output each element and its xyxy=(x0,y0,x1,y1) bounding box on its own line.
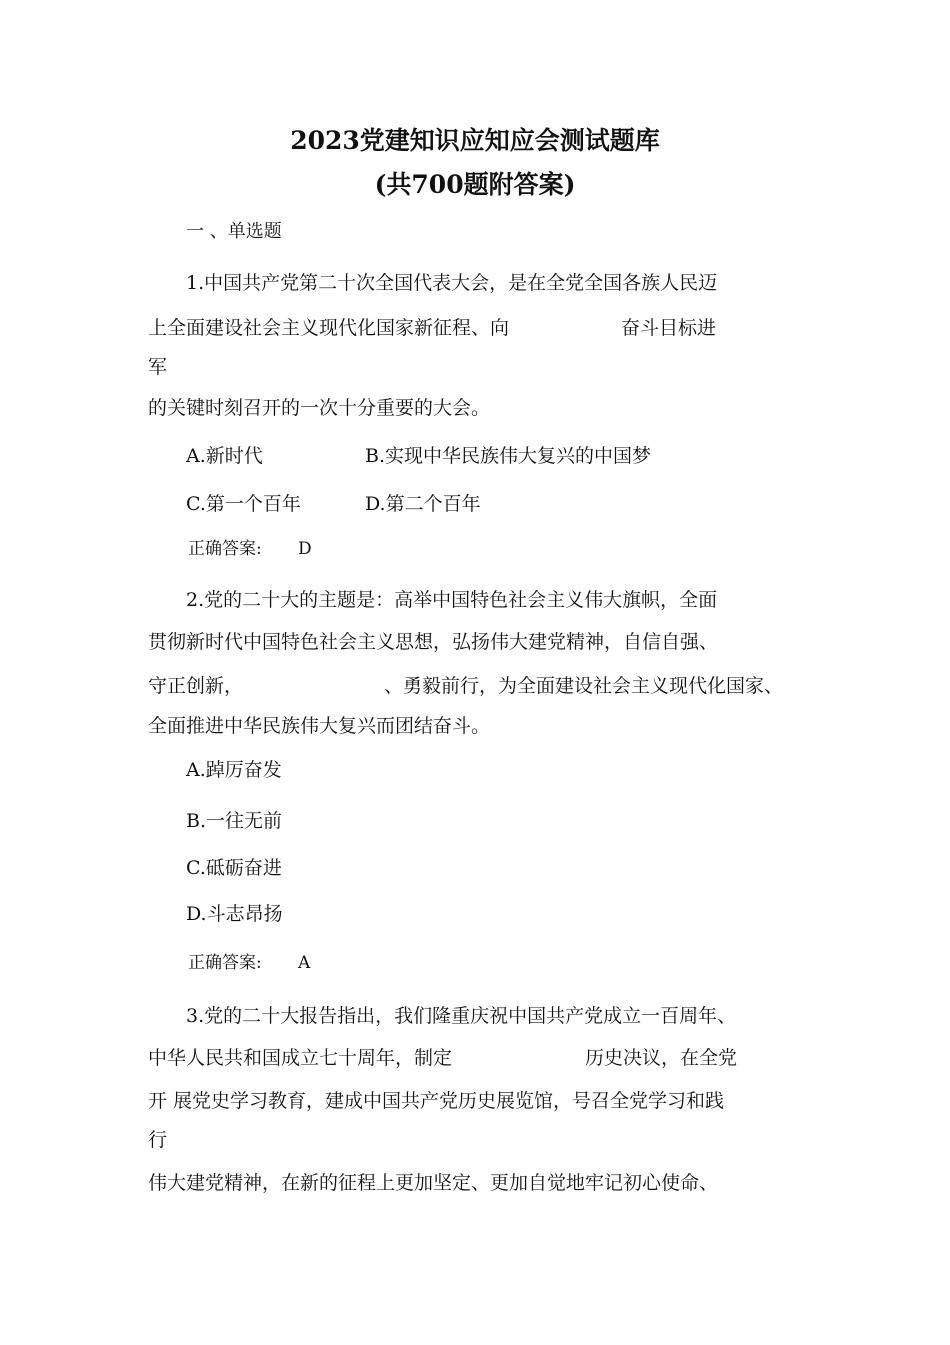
document-subtitle: (共700题附答案) xyxy=(374,170,576,199)
q3-stem-line-2 xyxy=(148,1045,737,1071)
q1-option-d: D.第二个百年 xyxy=(365,493,481,515)
q3-stem-line-1: 3.党的二十大报告指出，我们隆重庆祝中国共产党成立一百周年、 xyxy=(186,1005,737,1027)
q2-stem-line-4: 全面推进中华民族伟大复兴而团结奋斗。 xyxy=(148,715,491,737)
q1-answer-label: 正确答案: xyxy=(188,539,262,559)
q2-answer-value: A xyxy=(298,953,311,973)
q2-option-c: C.砥砺奋进 xyxy=(186,857,282,879)
section-heading: 一 、单选题 xyxy=(186,221,282,242)
q1-stem-line-3: 军 xyxy=(148,356,168,378)
q1-stem-line-1: 1.中国共产党第二十次全国代表大会，是在全党全国各族人民迈 xyxy=(186,272,718,294)
q3-stem-line-4: 行 xyxy=(148,1129,168,1151)
q2-answer-label: 正确答案: xyxy=(188,953,262,973)
q1-option-a: A.新时代 xyxy=(186,445,263,467)
q1-option-b: B.实现中华民族伟大复兴的中国梦 xyxy=(365,445,652,467)
q3-stem-line-2-b: 历史决议，在全党 xyxy=(585,1047,738,1069)
q3-stem-line-3: 开 展党史学习教育，建成中国共产党历史展览馆，号召全党学习和践 xyxy=(148,1090,725,1112)
q3-stem-line-2-a: 中华人民共和国成立七十周年，制定 xyxy=(148,1047,453,1069)
q2-stem-line-3-a: 守正创新， xyxy=(148,675,244,697)
q2-stem-line-1: 2.党的二十大的主题是：高举中国特色社会主义伟大旗帜，全面 xyxy=(186,589,718,611)
q1-stem-line-2-b: 奋斗目标进 xyxy=(621,317,717,339)
q3-stem-line-5: 伟大建党精神，在新的征程上更加坚定、更加自觉地牢记初心使命、 xyxy=(148,1172,719,1194)
q1-stem-line-2-a: 上全面建设社会主义现代化国家新征程、向 xyxy=(148,317,510,339)
q1-stem-line-2 xyxy=(148,315,716,341)
q1-answer-value: D xyxy=(298,539,312,559)
q1-stem-line-4: 的关键时刻召开的一次十分重要的大会。 xyxy=(148,397,491,419)
q2-stem-line-3 xyxy=(148,673,783,699)
q1-option-c: C.第一个百年 xyxy=(186,493,301,515)
q2-option-a: A.踔厉奋发 xyxy=(186,759,282,781)
q2-stem-line-3-b: 、勇毅前行，为全面建设社会主义现代化国家、 xyxy=(384,675,784,697)
document-title: 2023党建知识应知应会测试题库 xyxy=(290,126,660,155)
q2-stem-line-2: 贯彻新时代中国特色社会主义思想，弘扬伟大建党精神，自信自强、 xyxy=(148,631,719,653)
q2-option-b: B.一往无前 xyxy=(186,810,283,832)
q2-option-d: D.斗志昂扬 xyxy=(186,903,283,925)
